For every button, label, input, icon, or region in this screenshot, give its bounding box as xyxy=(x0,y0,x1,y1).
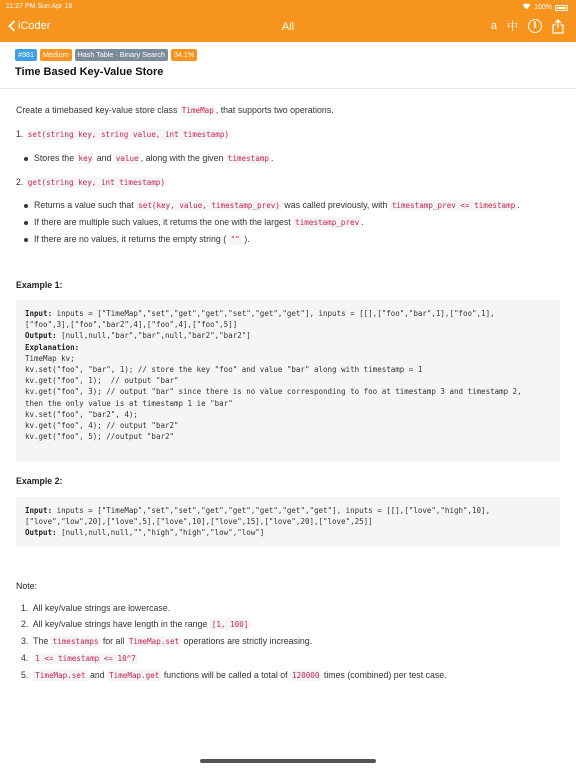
font-size-button[interactable]: a xyxy=(490,20,497,32)
note-code: timestamps xyxy=(52,637,99,646)
note-item-3 xyxy=(21,636,312,646)
note-text: The xyxy=(33,636,51,646)
note-heading: Note: xyxy=(16,581,38,591)
note-number: 3. xyxy=(21,636,29,646)
problem-title: Time Based Key-Value Store xyxy=(15,66,164,78)
note-item-1 xyxy=(21,603,170,613)
explanation-line: kv.set("foo", "bar2", 4); xyxy=(25,409,138,419)
op1-number: 1. xyxy=(16,129,24,139)
nav-title: All xyxy=(281,21,295,33)
op1-b1-code: timestamp xyxy=(227,154,269,163)
input-line: inputs = ["TimeMap","set","set","get","get","get","get","get"], inputs = [[],["love","high",10], xyxy=(52,506,491,515)
explanation-line: TimeMap kv; xyxy=(25,353,75,363)
op2-b1-code: timestamp_prev <= timestamp xyxy=(391,201,516,210)
op1-signature: set(string key, string value, int timestamp) xyxy=(27,130,229,139)
op2-bullet-3 xyxy=(34,234,250,244)
example-1-code-block xyxy=(16,300,560,462)
op2-b3-text: If there are no values, it returns the empty string ( xyxy=(34,234,229,244)
op2-b3-text: ). xyxy=(241,234,250,244)
op2-b3-code: "" xyxy=(230,235,240,244)
intro-text-2: , that supports two operations. xyxy=(215,105,334,115)
topic-badge[interactable]: Hash Table · Binary Search xyxy=(75,49,168,61)
input-label: Input: xyxy=(25,506,53,515)
note-text: functions will be called a total of xyxy=(161,670,291,680)
example-2-code-block xyxy=(16,497,560,547)
operation-2 xyxy=(16,177,167,187)
note-text: times (combined) per test case. xyxy=(321,670,447,680)
op1-bullet-1 xyxy=(34,153,273,163)
op2-signature: get(string key, int timestamp) xyxy=(27,178,165,187)
op2-number: 2. xyxy=(16,177,24,187)
op1-b1-text: , along with the given xyxy=(140,153,226,163)
input-line: inputs = ["TimeMap","set","get","get","set","get","get"], inputs = [[],["foo","bar",1],["foo",1], xyxy=(52,309,495,318)
note-text: All key/value strings have length in the range xyxy=(32,619,210,629)
back-label: iCoder xyxy=(18,20,51,32)
note-text: and xyxy=(87,670,108,680)
class-name-code: TimeMap xyxy=(181,106,214,115)
note-text: operations are strictly increasing. xyxy=(181,636,313,646)
op1-b1-text: Stores the xyxy=(34,153,77,163)
op1-b1-text: . xyxy=(270,153,274,163)
note-code: 1 <= timestamp <= 10^7 xyxy=(35,654,136,663)
op2-b1-code: set(key, value, timestamp_prev) xyxy=(138,201,280,210)
op2-bullet-1 xyxy=(34,200,520,210)
explanation-line: kv.get("foo", 4); // output "bar2" xyxy=(25,421,179,431)
home-indicator[interactable] xyxy=(200,759,376,763)
input-line: ["foo",3],["foo","bar2",4],["foo",4],["foo",5]] xyxy=(25,320,238,330)
op2-b2-code: timestamp_prev xyxy=(295,218,360,227)
note-code: TimeMap.set xyxy=(128,637,180,646)
bullet-icon xyxy=(24,157,28,161)
status-indicators xyxy=(522,3,568,12)
operation-1 xyxy=(16,129,231,139)
status-time: 11:27 PM Sun Apr 19 xyxy=(6,3,73,10)
output-value: [null,null,null,"","high","high","low","low"] xyxy=(56,528,265,538)
explanation-line: kv.set("foo", "bar", 1); // store the key "foo" and value "bar" along with timestamp = 1 xyxy=(25,365,423,375)
example-1-heading: Example 1: xyxy=(16,280,63,290)
tag-row xyxy=(15,49,197,61)
output-value: [null,null,"bar","bar",null,"bar2","bar2"] xyxy=(56,331,251,341)
difficulty-badge: Medium xyxy=(40,49,72,61)
acceptance-badge: 34.1% xyxy=(171,49,197,61)
op2-b2-text: If there are multiple such values, it returns the one with the largest xyxy=(34,217,294,227)
explanation-line: kv.get("foo", 1); // output "bar" xyxy=(25,376,179,386)
divider xyxy=(0,88,576,89)
battery-percent: 100% xyxy=(534,4,552,11)
note-code: TimeMap.get xyxy=(109,671,160,680)
note-number: 2. xyxy=(21,619,29,629)
note-number: 4. xyxy=(21,653,29,663)
note-number: 5. xyxy=(21,670,29,680)
note-item-2 xyxy=(21,619,250,629)
info-button[interactable]: i xyxy=(528,19,542,33)
intro-text xyxy=(16,105,334,115)
note-text: for all xyxy=(100,636,127,646)
note-item-4 xyxy=(21,653,138,663)
intro-text-1: Create a timebased key-value store class xyxy=(16,105,180,115)
op1-b1-text: and xyxy=(94,153,114,163)
explanation-label: Explanation: xyxy=(25,342,80,352)
op2-b1-text: Returns a value such that xyxy=(34,200,137,210)
op2-b1-text: . xyxy=(517,200,520,210)
battery-icon xyxy=(555,5,568,11)
language-button[interactable]: 中 xyxy=(507,21,518,33)
explanation-line: kv.get("foo", 3); // output "bar" since there is no value corresponding to foo at timestamp 3 and timestamp 2, xyxy=(25,387,522,397)
note-item-5 xyxy=(21,670,447,680)
nav-actions xyxy=(491,18,564,34)
bullet-icon xyxy=(24,204,28,208)
input-label: Input: xyxy=(25,309,53,318)
note-code: 120000 xyxy=(292,671,320,680)
example-2-heading: Example 2: xyxy=(16,476,63,486)
share-icon[interactable] xyxy=(552,19,564,34)
note-code: TimeMap.set xyxy=(35,671,86,680)
output-label: Output: xyxy=(25,528,57,538)
nav-bar xyxy=(0,0,576,42)
input-line: ["love","low",20],["love",5],["love",10],["love",15],["love",20],["love",25]] xyxy=(25,517,373,527)
note-code: [1, 100] xyxy=(211,620,249,629)
bullet-icon xyxy=(24,221,28,225)
output-label: Output: xyxy=(25,331,57,341)
wifi-icon xyxy=(522,3,531,12)
op2-b2-text: . xyxy=(361,217,364,227)
op2-bullet-2 xyxy=(34,217,364,227)
note-text: All key/value strings are lowercase. xyxy=(32,603,171,613)
op1-b1-code: key xyxy=(78,154,93,163)
op2-b1-text: was called previously, with xyxy=(281,200,390,210)
explanation-line: then the only value is at timestamp 1 ie "bar" xyxy=(25,398,233,408)
note-number: 1. xyxy=(21,603,29,613)
explanation-line: kv.get("foo", 5); //output "bar2" xyxy=(25,432,175,442)
bullet-icon xyxy=(24,238,28,242)
op1-b1-code: value xyxy=(115,154,139,163)
problem-id-badge: #981 xyxy=(15,49,37,61)
